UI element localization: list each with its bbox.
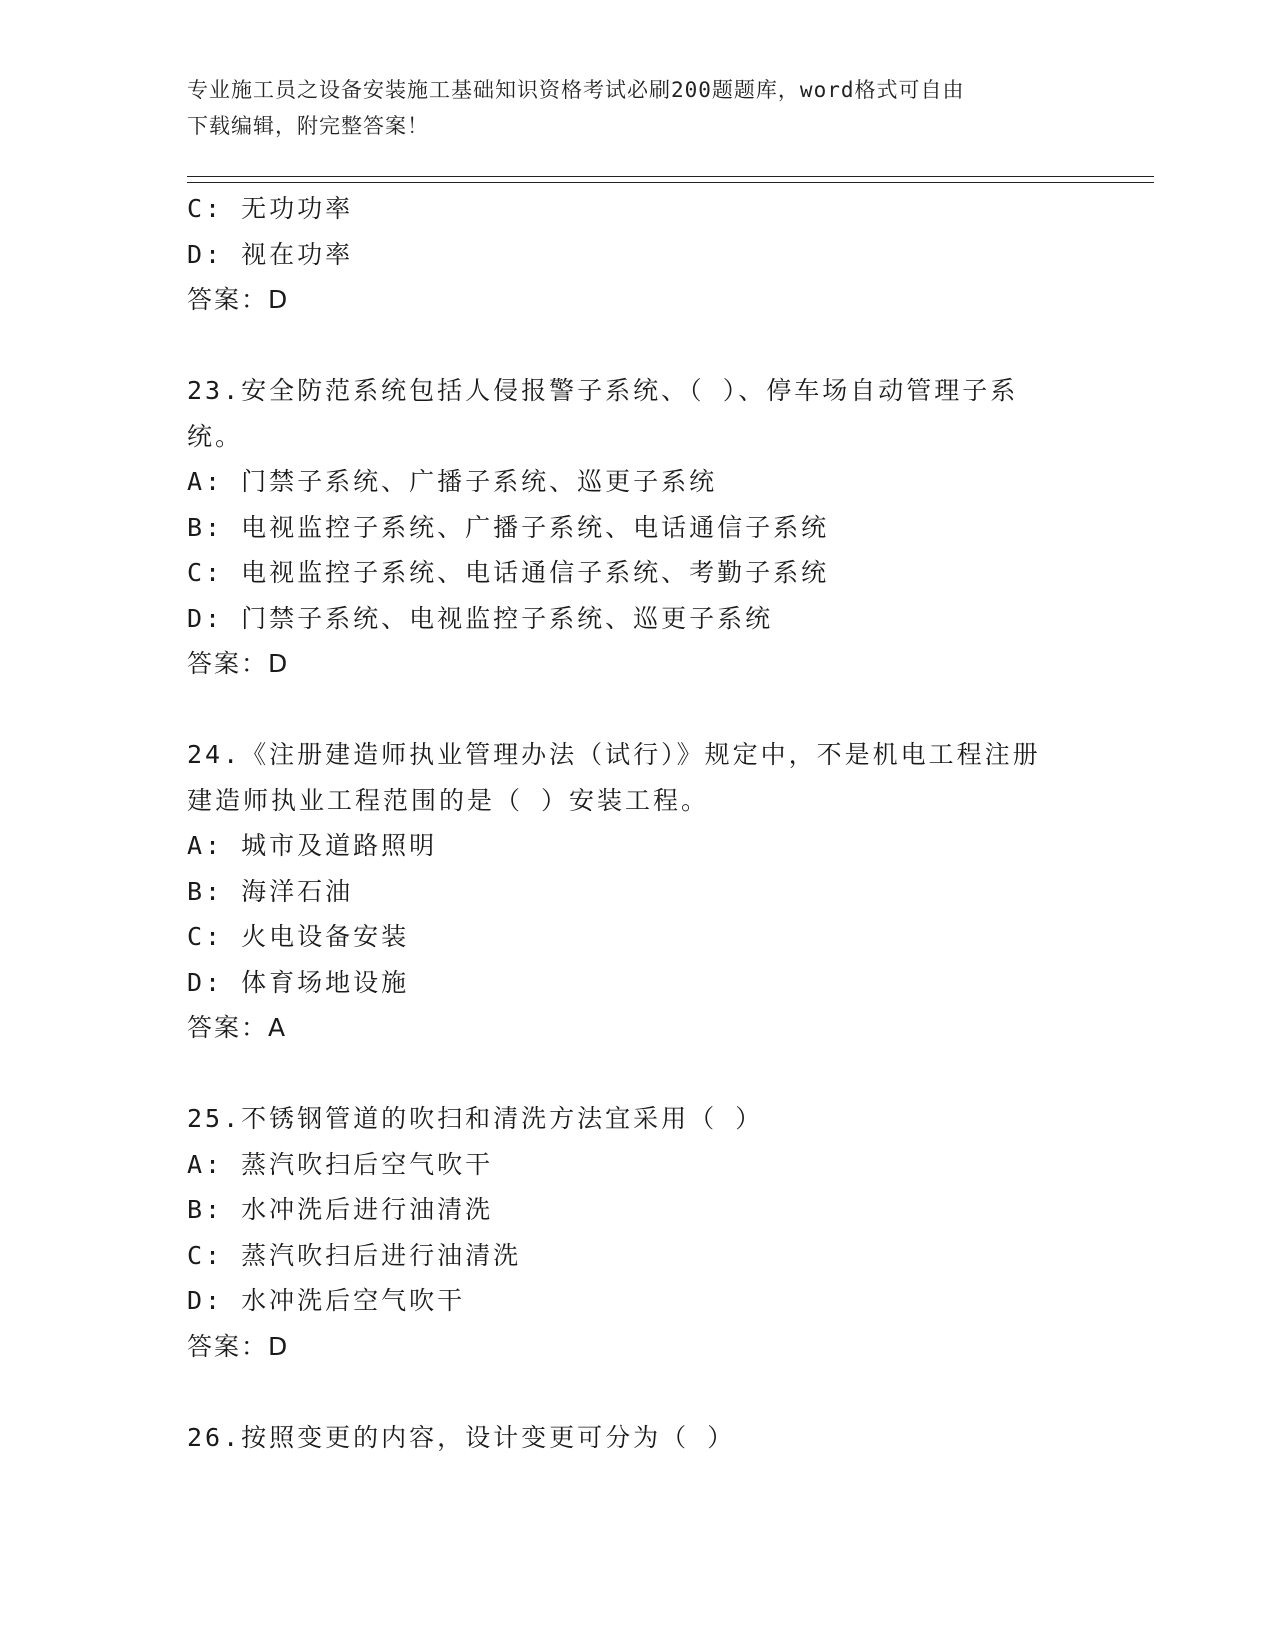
question-stem-line: 统。 xyxy=(187,421,244,451)
header-divider xyxy=(187,176,1154,183)
option-c: C: 蒸汽吹扫后进行油清洗 xyxy=(187,1240,522,1270)
question-stem xyxy=(187,732,1087,823)
answer: 答案：A xyxy=(187,1013,288,1042)
option-b: B: 电视监控子系统、广播子系统、电话通信子系统 xyxy=(187,512,830,542)
spacer xyxy=(187,323,1087,369)
question-24 xyxy=(187,732,1087,1051)
document-body xyxy=(187,186,1087,1460)
option-d: D: 视在功率 xyxy=(187,239,354,269)
option-a: A: 门禁子系统、广播子系统、巡更子系统 xyxy=(187,467,718,496)
question-stem-line: 23.安全防范系统包括人侵报警子系统、（ ）、停车场自动管理子系 xyxy=(187,376,1019,405)
answer: 答案：D xyxy=(187,649,290,678)
question-23 xyxy=(187,368,1087,687)
question-stem xyxy=(187,1096,1087,1142)
option-a: A: 城市及道路照明 xyxy=(187,831,438,860)
option-c: C: 无功功率 xyxy=(187,194,354,223)
question-stem-line: 25.不锈钢管道的吹扫和清洗方法宜采用（ ） xyxy=(187,1104,764,1133)
question-stem-line: 26.按照变更的内容，设计变更可分为（ ） xyxy=(187,1422,736,1452)
question-25 xyxy=(187,1096,1087,1369)
document-header xyxy=(187,72,1067,144)
option-d: D: 门禁子系统、电视监控子系统、巡更子系统 xyxy=(187,603,774,633)
option-b: B: 海洋石油 xyxy=(187,876,354,906)
option-d: D: 水冲洗后空气吹干 xyxy=(187,1286,466,1315)
question-stem xyxy=(187,1415,1087,1461)
answer: 答案：D xyxy=(187,1331,290,1361)
header-title-line-2: 下载编辑，附完整答案！ xyxy=(187,114,429,138)
question-26 xyxy=(187,1415,1087,1461)
option-d: D: 体育场地设施 xyxy=(187,967,410,997)
spacer xyxy=(187,1369,1087,1415)
question-stem xyxy=(187,368,1087,459)
answer: 答案：D xyxy=(187,285,290,314)
question-stem-line: 建造师执业工程范围的是（ ）安装工程。 xyxy=(187,785,710,815)
option-a: A: 蒸汽吹扫后空气吹干 xyxy=(187,1149,494,1179)
spacer xyxy=(187,687,1087,733)
header-title-line-1: 专业施工员之设备安装施工基础知识资格考试必刷200题题库，word格式可自由 xyxy=(187,78,965,102)
option-b: B: 水冲洗后进行油清洗 xyxy=(187,1195,494,1224)
option-c: C: 电视监控子系统、电话通信子系统、考勤子系统 xyxy=(187,558,830,587)
question-22 xyxy=(187,186,1087,323)
spacer xyxy=(187,1051,1087,1097)
question-stem-line: 24.《注册建造师执业管理办法（试行）》规定中，不是机电工程注册 xyxy=(187,740,1041,769)
option-c: C: 火电设备安装 xyxy=(187,922,410,951)
